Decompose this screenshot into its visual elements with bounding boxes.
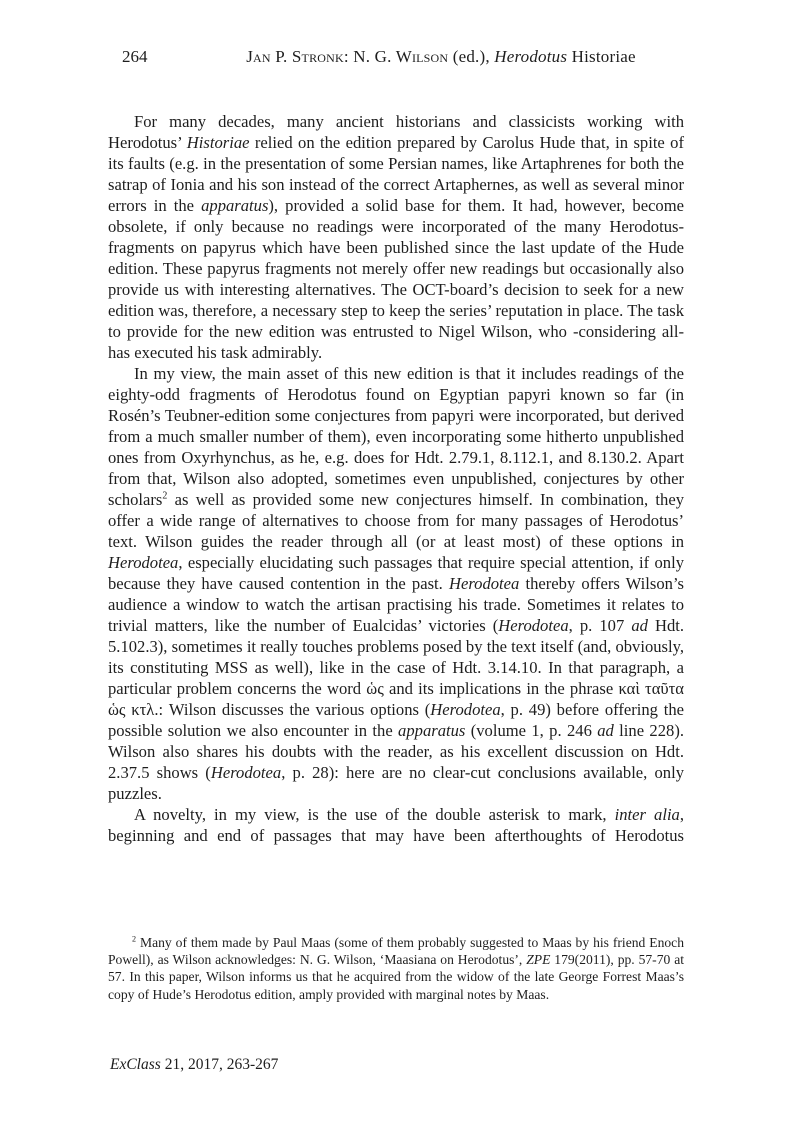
text-run: 2 [162, 490, 168, 502]
text-run: Herodotea [210, 763, 282, 782]
text-run: Herodotea [430, 700, 501, 719]
text-run: (ed.), [448, 47, 495, 66]
paragraph-1 [108, 111, 684, 363]
review-body [108, 111, 684, 846]
text-run: inter alia [614, 805, 680, 824]
text-run: line 228). Wilson also shares his doubts with the reader, as his excellent discussion on Hdt. 2.37.5 shows ( [108, 721, 684, 782]
text-run: thereby offers Wilson’s audience a window to watch the artisan practising his trade. Sometimes it relates to trivial matters, like the number of Eualcidas’ victories ( [108, 574, 685, 635]
text-run: Herodotea [498, 616, 569, 635]
text-run: Jan P. Stronk: N. G. Wilson [246, 47, 449, 66]
paragraph-3 [108, 804, 684, 846]
text-run: apparatus [398, 721, 466, 740]
page-header [0, 47, 800, 69]
text-run: 21, 2017, 263-267 [160, 1056, 279, 1073]
text-run: ZPE [526, 952, 551, 968]
page-number: 264 [122, 47, 148, 66]
text-run: ExClass [110, 1056, 161, 1073]
text-run: 2 [132, 934, 137, 944]
text-run: (volume 1, p. 246 [465, 721, 598, 740]
text-run: Historiae [186, 133, 250, 152]
text-run: Herodotus [494, 47, 568, 66]
text-run: Hdt. 5.102.3), sometimes it really touches problems posed by the text itself (and, obviously, its constituting MSS as well), like in the case of Hdt. 3.14.10. In that paragraph, a particular problem concerns the word ὡς and its implications in the phrase καὶ ταῦτα ὡς κτλ.: Wilson discusses the various options ( [108, 616, 685, 719]
text-run: ), provided a solid base for them. It had, however, become obsolete, if only because no readings were incorporated of the many Herodotus-fragments on papyrus which have been published since the last update of the Hude edition. These papyrus fragments not merely offer new readings but occasionally also provide us with interesting alternatives. The OCT-board’s decision to seek for a new edition was, therefore, a necessary step to keep the series’ reputation in place. The task to provide for the new edition was entrusted to Nigel Wilson, who -considering all- has executed his task admirably. [108, 196, 684, 362]
text-run: Historiae [567, 47, 636, 66]
text-run: as well as provided some new conjectures himself. In combination, they offer a wide range of alternatives to choose from for many passages of Herodotus’ text. Wilson guides the reader through all (or at least most) of these options in [108, 490, 684, 551]
text-run: , p. 107 [568, 616, 632, 635]
paragraph-2 [108, 363, 684, 804]
text-run: Herodotea [448, 574, 520, 593]
text-run: apparatus [201, 196, 269, 215]
text-run: relied on the edition prepared by Carolus Hude that, in spite of its faults (e.g. in the presentation of some Persian names, like Artaphrenes for both the satrap of Ionia and his son instead of the correct Artaphernes, as well as several minor errors in the [108, 133, 684, 215]
text-run: , p. 28): here are no clear-cut conclusions available, only puzzles. [108, 763, 684, 803]
text-run: ad [631, 616, 648, 635]
text-run: , p. 49) before offering the possible solution we also encounter in the [108, 700, 684, 740]
text-run: 179(2011), pp. 57-70 at 57. In this paper, Wilson informs us that he acquired from the widow of the late George Forrest Maas’s copy of Hude’s Herodotus edition, amply provided with marginal notes by Maas. [108, 952, 685, 1002]
footnote-2 [108, 934, 684, 1003]
journal-citation-footer [110, 1056, 278, 1074]
text-run: ad [597, 721, 614, 740]
running-title [246, 47, 636, 67]
text-run: , beginning and end of passages that may have been afterthoughts of Herodotus [108, 805, 685, 845]
text-run: In my view, the main asset of this new edition is that it includes readings of the eighty-odd fragments of Herodotus found on Egyptian papyri known so far (in Rosén’s Teubner-edition some conjectures from papyri were incorporated, but derived from a much smaller number of them), even incorporating some hitherto unpublished ones from Oxyrhynchus, as he, e.g. does for Hdt. 2.79.1, 8.112.1, and 8.130.2. Apart from that, Wilson also adopted, sometimes even unpublished, conjectures by other scholars [108, 364, 684, 509]
text-run: For many decades, many ancient historians and classicists working with Herodotus’ [108, 112, 684, 152]
text-run: A novelty, in my view, is the use of the double asterisk to mark, [134, 805, 615, 824]
text-run: Many of them made by Paul Maas (some of them probably suggested to Maas by his friend Enoch Powell), as Wilson acknowledges: N. G. Wilson, ‘Maasiana on Herodotus’, [108, 935, 684, 968]
text-run: , especially elucidating such passages that require special attention, if only because they have caused contention in the past. [108, 553, 684, 593]
text-run: Herodotea [108, 553, 179, 572]
